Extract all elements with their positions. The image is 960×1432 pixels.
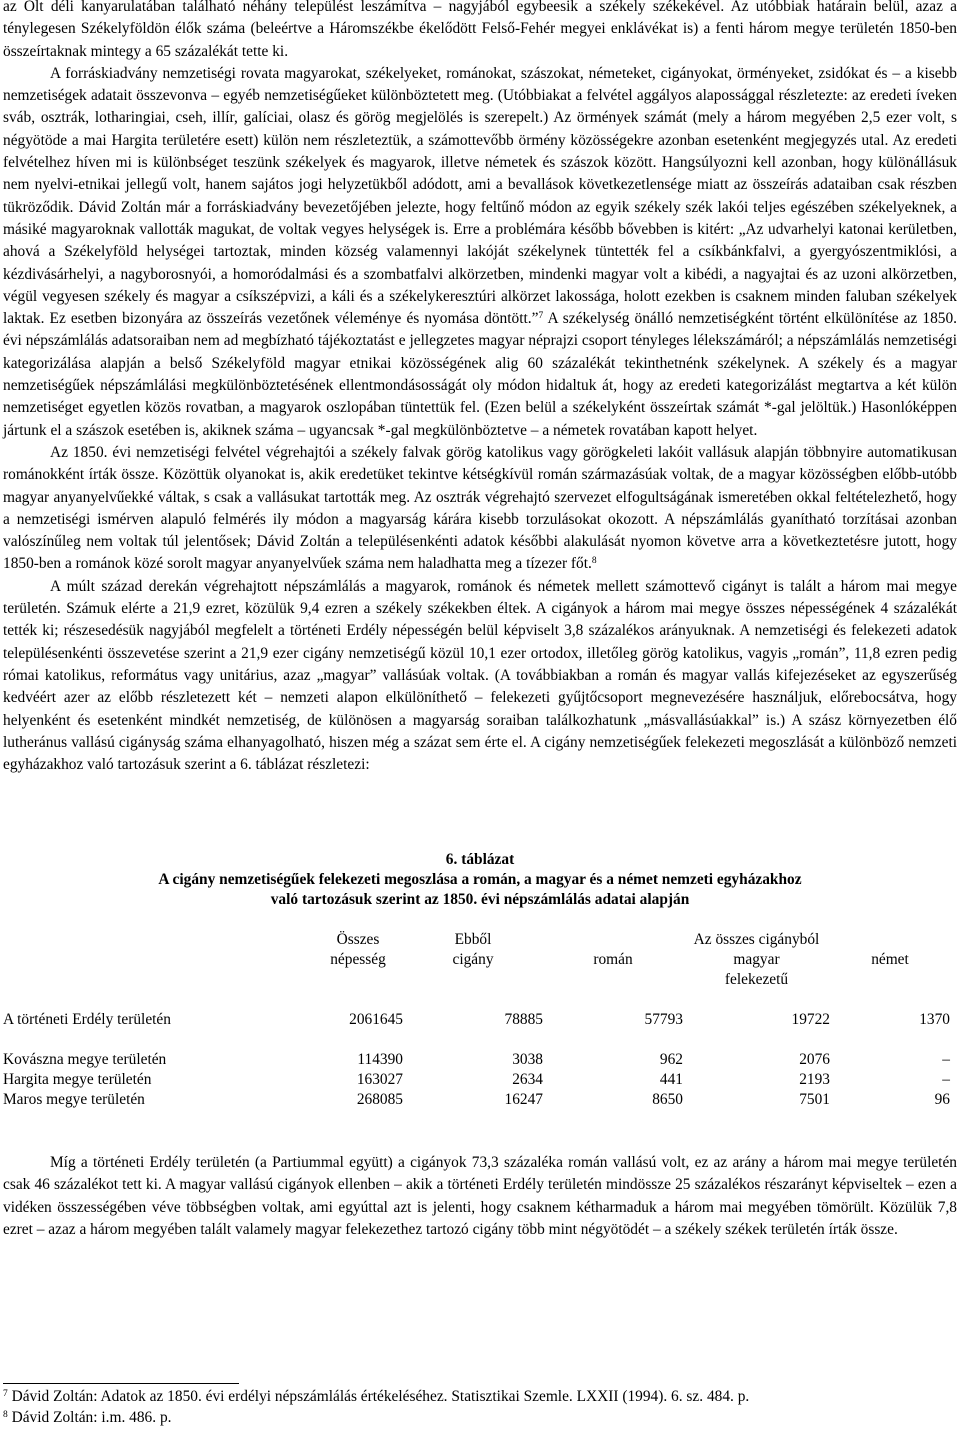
table-number: 6. táblázat (445, 851, 515, 868)
table-cell: 3038 (512, 1051, 543, 1068)
table-cell: 441 (659, 1071, 683, 1088)
table-cell: 2076 (799, 1051, 830, 1068)
table-header-row-1 (3, 930, 950, 950)
table-cell: 2061645 (349, 1011, 403, 1028)
paragraph-4: A múlt század derekán végrehajtott népszámlálás a magyarok, románok és németek mellett számottevő cigányt is talált a három mai megye területén. Számuk elérte a 21,9 ezret, közülük 9,4 ezren a székely székekben éltek. A cigányok a három mai megye összes népességének 4 százalékát tették ki; részesedésük nagyjából megfelelt a történeti Erdély népességén belül képviselt 3,8 százalékos arányuknak. A nemzetiségi és felekezeti adatok településenkénti összevetése szerint a 21,9 ezer cigány nemzetiségű közül 10,1 ezer ortodox, illetőleg görög katolikus, vagyis „román”, 11,8 ezren pedig római katolikus, református vagy unitárius, azaz „magyar” vallásúak voltak. (A továbbiakban a román és magyar vallás kifejezéseket az egyszerűség kedvéért azer az előbb részletezett két – nemzeti alapon elkülöníthető – felekezeti gyűjtőcsoport megnevezésére használjuk, előrebocsátva, hogy helyenként és esetenként mindkét nemzetiség, de különösen a magyarság soraiban találkozhatunk „másvallásúakkal” is.) A szász környezetben élő lutheránus vallású cigányság száma elhanyagolható, hiszen még a százat sem érte el. A cigány nemzetiségűek felekezeti megoszlását a különböző nemzeti egyházakhoz való tartozásuk szerint a 6. táblázat részletezi: (3, 577, 957, 774)
data-table (3, 930, 950, 1110)
footnote-7 (3, 1387, 749, 1407)
table-cell: 962 (659, 1051, 683, 1068)
header-cell-2-l3 (403, 970, 543, 990)
table-cell: – (942, 1051, 950, 1068)
paragraph-3-text: Az 1850. évi nemzetiségi felvétel végrehajtói a székely falvak görög katolikus vagy görögkeleti lakóit vallásuk alapján többnyire automatikusan románokként írták össze. Közöttük olyanokat is, akik eredetüket tekintve kétségkívül román származásúak voltak, de a magyar közösségben előbb-utóbb magyar anyanyelvűekké váltak, s csak a vallásukat tartották meg. Az osztrák végrehajtó szervezet elfogultságának ismeretében okkal feltételezhető, hogy a nemzetiségi ismérven alapuló felmérés ily módon a magyarság kárára kisebb torzulásokat okozott. A népszámlálás gyanítható torzításai azonban valószínűleg nem voltak túl jelentősek; Dávid Zoltán a településenkénti adatok későbbi alakulását nyomon követve arra a következtetésre jutott, hogy 1850-ben a románok közé sorolt magyar anyanyelvűek száma nem haladhatta meg a tízezer főt. (3, 443, 957, 573)
closing-paragraph-block (3, 1152, 957, 1241)
header-cell-3-l2: román (593, 951, 633, 968)
footnote-8 (3, 1408, 171, 1428)
footnote-8-text: Dávid Zoltán: i.m. 486. p. (11, 1409, 172, 1426)
paragraph-5: Míg a történeti Erdély területén (a Partiummal együtt) a cigányok 73,3 százaléka román vallású volt, ez az arány a három mai megye területén csak 46 százalékot tett ki. A magyar vallású cigányok ellenben – akik a történeti Erdély területén mindössze 25 százalékos részarányt képviseltek – ezen a vidéken összességében véve többségben voltak, ami egyúttal azt is jelenti, hogy csaknem kétharmaduk a három mai megyében tömörült. Közülük 7,8 ezret – azaz a három megyében talált valamely magyar felekezethez tartozó cigány több mint négyötödét – a székely székek területén írták össze. (3, 1154, 957, 1238)
table-title-line-1: A cigány nemzetiségűek felekezeti megoszlása a román, a magyar és a német nemzeti egyházakhoz (158, 871, 802, 888)
table-row (3, 1010, 950, 1030)
paragraph-2-text: A forráskiadvány nemzetiségi rovata magyarokat, székelyeket, románokat, szászokat, németeket, cigányokat, örményeket, zsidókat és – a kisebb nemzetiségek adatait összevonva – egyéb nemzetiségűeket különböztetett meg. (Utóbbiakat a felvétel aggályos alapossággal részletezte: az eredeti íveken sváb, osztrák, lotharingiai, cseh, illír, galíciai, olasz és görög megjelölés is szerepelt.) Az örmények számát (mely a három megyében 2,5 ezer volt, s négyötöde a mai Hargita területére esett) külön nem részleteztük, a számottevőbb örmény közösségekre azonban esetenként megjegyzés utal. Az eredeti felvételhez híven mi is különbséget teszünk székelyek és magyarok, illetve németek és szászok között. Hangsúlyozni kell azonban, hogy különállásuk nem nyelvi-etnikai jellegű volt, hanem sajátos jogi helyzetükből adódott, ami a bevallások következetlensége miatt az összeírás adataiban csak részben tükröződik. Dávid Zoltán már a forráskiadvány bevezetőjében jelezte, hogy feltűnő módon az egyik székely szék lakói teljes egészében székelyeknek, a másiké magyaroknak vallották magukat, de voltak vegyes helységek is. Erre a problémára később bővebben is kitért: „Az udvarhelyi katonai kerületben, ahová a Székelyföld helységei tartoztak, minden község valamennyi lakóját székelynek tüntették fel a csíkbánkfalvi, a gyergyószentmiklósi, a kézdivásárhelyi, a nagyborosnyói, a homoródalmási és a szombatfalvi alkörzetben, mindenki magyar volt a kibédi, a nagyajtai és az uzoni alkörzetben, végül vegyesen székely és magyar a csíkszépvizi, a káli és a székelykeresztúri alkörzet lakossága, holott ezekben is csaknem minden faluban székelyek laktak. Ez esetben bizonyára az összeírás vezetőnek véleménye és nyomása döntött.” (3, 64, 957, 328)
table-row (3, 1050, 950, 1070)
header-cell-4-l3: felekezetű (724, 971, 789, 988)
footnote-divider (3, 1383, 239, 1384)
table-cell: A történeti Erdély területén (3, 1011, 171, 1028)
footnote-mark-8: 8 (3, 1410, 8, 1420)
paragraph-3 (3, 442, 957, 576)
table-body (3, 990, 950, 1110)
table-cell: 1370 (919, 1011, 950, 1028)
paragraph-2 (3, 63, 957, 442)
table-cell: 2634 (512, 1071, 543, 1088)
header-cell-2-l2: cigány (452, 951, 494, 968)
table-cell: 163027 (356, 1071, 403, 1088)
table-cell: 268085 (356, 1091, 403, 1108)
table-header-row-2 (3, 950, 950, 970)
header-cell-0-l2 (3, 950, 313, 970)
header-cell-4-l2: magyar (733, 951, 780, 968)
body-text (3, 0, 957, 776)
header-cell-1-l3 (313, 970, 403, 990)
table-cell: 78885 (504, 1011, 543, 1028)
header-cell-2-l1: Ebből (454, 931, 492, 948)
header-cell-3-l1 (543, 930, 683, 950)
footnote-ref-8[interactable]: 8 (591, 556, 597, 567)
footnote-ref-7[interactable]: 7 (538, 311, 544, 322)
table-cell: 2193 (799, 1071, 830, 1088)
table-cell: 114390 (357, 1051, 403, 1068)
table-cell: 7501 (799, 1091, 830, 1108)
table-row (3, 1070, 950, 1090)
header-cell-3-l3 (543, 970, 683, 990)
table-cell: Hargita megye területén (3, 1071, 152, 1088)
header-cell-5-l2: német (871, 951, 909, 968)
header-cell-1-l1: Összes (336, 931, 380, 948)
table-cell: 16247 (504, 1091, 543, 1108)
header-cell-0-l3 (3, 970, 313, 990)
table-cell: Maros megye területén (3, 1091, 145, 1108)
header-cell-0-l1 (3, 930, 313, 950)
footnote-mark-7: 7 (3, 1389, 8, 1399)
table-cell: 19722 (791, 1011, 830, 1028)
table-header (3, 930, 950, 990)
header-cell-5-l3 (830, 970, 950, 990)
table-spacer (3, 990, 950, 1010)
table-row (3, 1090, 950, 1110)
header-cell-4-l1: Az összes cigányból (693, 931, 820, 948)
table-cell: 8650 (652, 1091, 683, 1108)
footnote-7-text: Dávid Zoltán: Adatok az 1850. évi erdélyi népszámlálás értékeléséhez. Statisztikai Szemle. LXXII (1994). 6. sz. 484. p. (11, 1388, 750, 1405)
table-cell: 57793 (644, 1011, 683, 1028)
table-header-row-3 (3, 970, 950, 990)
header-cell-1-l2: népesség (330, 951, 386, 968)
header-cell-5-l1 (830, 930, 950, 950)
table-cell: 96 (934, 1091, 950, 1108)
table-caption (3, 850, 957, 910)
table-cell: Kovászna megye területén (3, 1051, 167, 1068)
paragraph-1: az Olt déli kanyarulatában található néhány települést leszámítva – nagyjából egybeesik a székely székekével. Az utóbbiak határain belül, azaz a ténylegesen Székelyföldön élők száma (beleértve a Háromszékbe ékelődött Felső-Fehér megyei enklávékat is) a fenti három megye területén 1850-ben összeírtaknak mintegy a 65 százalékát tette ki. (3, 0, 957, 60)
table-cell: – (942, 1071, 950, 1088)
table-title-line-2: való tartozásuk szerint az 1850. évi népszámlálás adatai alapján (270, 891, 690, 908)
table-spacer (3, 1030, 950, 1050)
paragraph-2-continued: A székelység önálló nemzetiségként történt elkülönítése az 1850. évi népszámlálás adatsoraiban nem ad megbízható tájékoztatást e jellegzetes magyar néprajzi csoport tényleges lélekszámáról; a népszámlálás nemzetiségi kategorizálása alapján a belső Székelyföld magyar etnikai közösségének alig 60 százalékát tekinthetnénk székelynek. A székely és a magyar nemzetiségűek népszámlálási megkülönböztetésének ellentmondásosságát oly módon hidaltuk át, hogy az eredeti kategorizálást megtartva a két külön nemzetiséget egyetlen közös rovatban, a magyarok oszlopában tüntettük fel. (Ezen belül a székelyként összeírtak számát *-gal jelöltük.) Hasonlóképpen jártunk el a szászok esetében is, akiknek száma – ugyancsak *-gal megkülönböztetve – a németek rovatában kapott helyet. (3, 310, 957, 439)
